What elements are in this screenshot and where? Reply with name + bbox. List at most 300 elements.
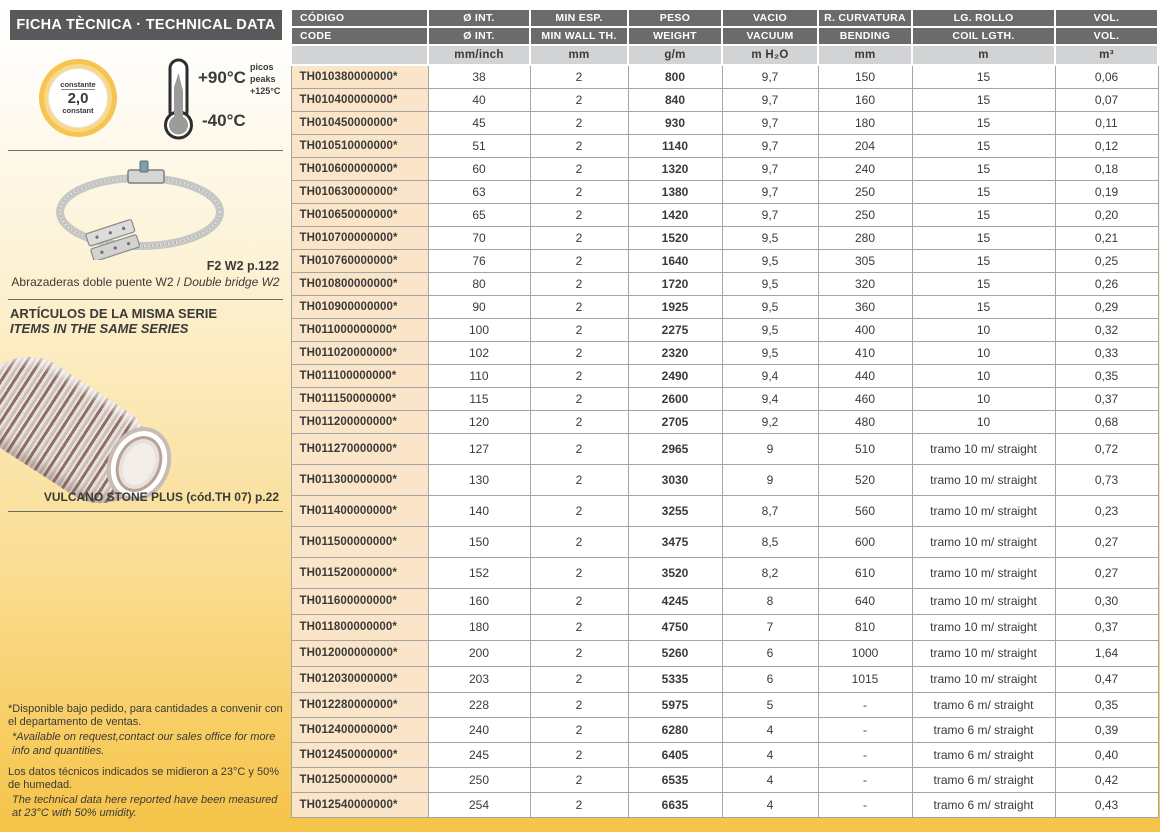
- cell-min-wall: 2: [530, 341, 628, 364]
- cell-min-wall: 2: [530, 692, 628, 717]
- cell-volume: 0,25: [1055, 249, 1158, 272]
- cell-coil-length: 10: [912, 341, 1055, 364]
- cell-weight: 3030: [628, 464, 722, 495]
- cell-code: TH011400000000*: [291, 495, 428, 526]
- cell-vacuum: 4: [722, 742, 818, 767]
- cell-int-diameter: 250: [428, 767, 530, 792]
- cell-coil-length: 10: [912, 318, 1055, 341]
- cell-coil-length: tramo 10 m/ straight: [912, 640, 1055, 666]
- cell-bending: -: [818, 692, 912, 717]
- cell-coil-length: 15: [912, 249, 1055, 272]
- header-row-en: [291, 27, 1158, 45]
- cell-code: TH012450000000*: [291, 742, 428, 767]
- cell-min-wall: 2: [530, 614, 628, 640]
- cell-coil-length: tramo 6 m/ straight: [912, 717, 1055, 742]
- cell-code: TH011000000000*: [291, 318, 428, 341]
- cell-code: TH011800000000*: [291, 614, 428, 640]
- badge-label-es: constante: [60, 79, 96, 89]
- cell-weight: 1640: [628, 249, 722, 272]
- cell-volume: 0,27: [1055, 526, 1158, 557]
- cell-vacuum: 8,5: [722, 526, 818, 557]
- cell-min-wall: 2: [530, 433, 628, 464]
- clamp-caption-en: Double bridge W2: [183, 275, 280, 289]
- cell-int-diameter: 65: [428, 203, 530, 226]
- cell-volume: 0,43: [1055, 792, 1158, 817]
- cell-vacuum: 9,7: [722, 180, 818, 203]
- table-row: [291, 666, 1158, 692]
- cell-code: TH011300000000*: [291, 464, 428, 495]
- cell-volume: 0,35: [1055, 692, 1158, 717]
- cell-vacuum: 9,2: [722, 410, 818, 433]
- cell-bending: -: [818, 767, 912, 792]
- clamp-caption-sep: /: [173, 275, 184, 289]
- col-header-min-esp: MIN ESP.: [530, 9, 628, 27]
- series-heading-es: ARTÍCULOS DE LA MISMA SERIE: [10, 306, 218, 321]
- cell-vacuum: 4: [722, 767, 818, 792]
- table-row: [291, 767, 1158, 792]
- cell-min-wall: 2: [530, 767, 628, 792]
- cell-int-diameter: 245: [428, 742, 530, 767]
- cell-code: TH011100000000*: [291, 364, 428, 387]
- cell-bending: 600: [818, 526, 912, 557]
- cell-int-diameter: 180: [428, 614, 530, 640]
- cell-volume: 0,32: [1055, 318, 1158, 341]
- cell-weight: 1380: [628, 180, 722, 203]
- table-row: [291, 157, 1158, 180]
- cell-weight: 3255: [628, 495, 722, 526]
- table-row: [291, 742, 1158, 767]
- cell-coil-length: tramo 6 m/ straight: [912, 767, 1055, 792]
- temp-peaks-es: picos: [250, 62, 274, 72]
- thermometer-icon: [158, 57, 198, 141]
- cell-volume: 0,72: [1055, 433, 1158, 464]
- cell-min-wall: 2: [530, 410, 628, 433]
- col-header-min-wall: MIN WALL TH.: [530, 27, 628, 45]
- page-title: FICHA TÈCNICA · TECHNICAL DATA: [10, 10, 282, 40]
- table-body: [291, 65, 1158, 817]
- cell-bending: 150: [818, 65, 912, 88]
- cell-code: TH012400000000*: [291, 717, 428, 742]
- table-row: [291, 640, 1158, 666]
- temp-peaks-value: +125°C: [250, 86, 281, 97]
- cell-code: TH010600000000*: [291, 157, 428, 180]
- cell-min-wall: 2: [530, 226, 628, 249]
- col-header-rollo: LG. ROLLO: [912, 9, 1055, 27]
- cell-volume: 0,42: [1055, 767, 1158, 792]
- cell-volume: 0,29: [1055, 295, 1158, 318]
- cell-bending: 280: [818, 226, 912, 249]
- unit-m3: m³: [1055, 45, 1158, 65]
- cell-coil-length: tramo 10 m/ straight: [912, 614, 1055, 640]
- cell-min-wall: 2: [530, 526, 628, 557]
- cell-volume: 0,39: [1055, 717, 1158, 742]
- cell-min-wall: 2: [530, 157, 628, 180]
- col-header-vol: VOL.: [1055, 9, 1158, 27]
- cell-min-wall: 2: [530, 464, 628, 495]
- cell-weight: 5335: [628, 666, 722, 692]
- cell-coil-length: tramo 10 m/ straight: [912, 588, 1055, 614]
- table-row: [291, 226, 1158, 249]
- col-header-weight: WEIGHT: [628, 27, 722, 45]
- cell-volume: 0,40: [1055, 742, 1158, 767]
- cell-volume: 1,64: [1055, 640, 1158, 666]
- cell-int-diameter: 51: [428, 134, 530, 157]
- cell-volume: 0,19: [1055, 180, 1158, 203]
- cell-vacuum: 9,5: [722, 249, 818, 272]
- cell-int-diameter: 200: [428, 640, 530, 666]
- cell-weight: 2490: [628, 364, 722, 387]
- col-header-vacuum: VACUUM: [722, 27, 818, 45]
- cell-coil-length: 15: [912, 134, 1055, 157]
- cell-int-diameter: 40: [428, 88, 530, 111]
- cell-code: TH012280000000*: [291, 692, 428, 717]
- cell-min-wall: 2: [530, 295, 628, 318]
- cell-weight: 6405: [628, 742, 722, 767]
- cell-coil-length: tramo 10 m/ straight: [912, 433, 1055, 464]
- hose-clamp-image: [40, 160, 240, 260]
- cell-bending: -: [818, 717, 912, 742]
- unit-mm: mm: [530, 45, 628, 65]
- cell-weight: 5975: [628, 692, 722, 717]
- cell-weight: 1140: [628, 134, 722, 157]
- cell-volume: 0,26: [1055, 272, 1158, 295]
- cell-bending: 410: [818, 341, 912, 364]
- table-row: [291, 295, 1158, 318]
- table-row: [291, 318, 1158, 341]
- cell-vacuum: 5: [722, 692, 818, 717]
- divider: [8, 511, 283, 512]
- unit-g-m: g/m: [628, 45, 722, 65]
- cell-int-diameter: 240: [428, 717, 530, 742]
- cell-int-diameter: 110: [428, 364, 530, 387]
- cell-bending: 204: [818, 134, 912, 157]
- left-info-panel: [0, 0, 288, 832]
- cell-min-wall: 2: [530, 272, 628, 295]
- footnote-order-en: *Available on request,contact our sales office for more info and quantities.: [12, 731, 276, 757]
- table-row: [291, 495, 1158, 526]
- cell-vacuum: 6: [722, 640, 818, 666]
- cell-weight: 2705: [628, 410, 722, 433]
- cell-weight: 800: [628, 65, 722, 88]
- cell-weight: 6535: [628, 767, 722, 792]
- cell-bending: 320: [818, 272, 912, 295]
- col-header-code: CODE: [291, 27, 428, 45]
- divider: [8, 299, 283, 300]
- cell-min-wall: 2: [530, 557, 628, 588]
- cell-weight: 2275: [628, 318, 722, 341]
- cell-bending: 1000: [818, 640, 912, 666]
- cell-vacuum: 9,4: [722, 364, 818, 387]
- hose-image: [0, 350, 190, 510]
- cell-int-diameter: 70: [428, 226, 530, 249]
- cell-code: TH010450000000*: [291, 111, 428, 134]
- clamp-caption-es: Abrazaderas doble puente W2: [11, 275, 174, 289]
- cell-vacuum: 6: [722, 666, 818, 692]
- cell-code: TH010510000000*: [291, 134, 428, 157]
- footnote-measure-en: The technical data here reported have been measured at 23°C with 50% umidity.: [12, 794, 278, 820]
- cell-volume: 0,30: [1055, 588, 1158, 614]
- cell-weight: 5260: [628, 640, 722, 666]
- cell-int-diameter: 80: [428, 272, 530, 295]
- col-header-bending: BENDING: [818, 27, 912, 45]
- table-row: [291, 433, 1158, 464]
- table-row: [291, 464, 1158, 495]
- temp-peaks: [250, 61, 280, 97]
- cell-coil-length: tramo 10 m/ straight: [912, 495, 1055, 526]
- temp-min: -40°C: [202, 111, 246, 130]
- cell-min-wall: 2: [530, 134, 628, 157]
- cell-vacuum: 9,5: [722, 272, 818, 295]
- cell-volume: 0,35: [1055, 364, 1158, 387]
- cell-coil-length: 15: [912, 88, 1055, 111]
- cell-code: TH011200000000*: [291, 410, 428, 433]
- cell-code: TH010630000000*: [291, 180, 428, 203]
- badge-label-en: constant: [62, 106, 94, 116]
- table-row: [291, 692, 1158, 717]
- cell-code: TH010400000000*: [291, 88, 428, 111]
- cell-bending: 305: [818, 249, 912, 272]
- table-row: [291, 557, 1158, 588]
- cell-int-diameter: 228: [428, 692, 530, 717]
- cell-min-wall: 2: [530, 318, 628, 341]
- cell-int-diameter: 60: [428, 157, 530, 180]
- cell-vacuum: 9: [722, 464, 818, 495]
- temp-max: +90°C: [198, 68, 246, 87]
- cell-weight: 1720: [628, 272, 722, 295]
- cell-min-wall: 2: [530, 792, 628, 817]
- cell-code: TH010700000000*: [291, 226, 428, 249]
- cell-int-diameter: 160: [428, 588, 530, 614]
- cell-code: TH011150000000*: [291, 387, 428, 410]
- cell-bending: 1015: [818, 666, 912, 692]
- cell-weight: 2600: [628, 387, 722, 410]
- cell-volume: 0,12: [1055, 134, 1158, 157]
- cell-code: TH011600000000*: [291, 588, 428, 614]
- table-row: [291, 792, 1158, 817]
- cell-coil-length: 15: [912, 295, 1055, 318]
- cell-vacuum: 9,7: [722, 157, 818, 180]
- cell-bending: 240: [818, 157, 912, 180]
- cell-vacuum: 8,2: [722, 557, 818, 588]
- cell-vacuum: 9,7: [722, 203, 818, 226]
- table-row: [291, 180, 1158, 203]
- cell-weight: 1925: [628, 295, 722, 318]
- cell-weight: 2965: [628, 433, 722, 464]
- table-row: [291, 111, 1158, 134]
- cell-bending: 250: [818, 180, 912, 203]
- col-header-int-diam: Ø INT.: [428, 27, 530, 45]
- cell-min-wall: 2: [530, 742, 628, 767]
- technical-data-table-wrap: [290, 8, 1157, 818]
- cell-vacuum: 9,4: [722, 387, 818, 410]
- cell-coil-length: tramo 6 m/ straight: [912, 692, 1055, 717]
- cell-bending: 160: [818, 88, 912, 111]
- cell-min-wall: 2: [530, 65, 628, 88]
- table-row: [291, 410, 1158, 433]
- cell-coil-length: tramo 6 m/ straight: [912, 792, 1055, 817]
- clamp-caption: [8, 275, 283, 289]
- cell-coil-length: tramo 10 m/ straight: [912, 557, 1055, 588]
- cell-vacuum: 4: [722, 792, 818, 817]
- cell-volume: 0,27: [1055, 557, 1158, 588]
- cell-volume: 0,23: [1055, 495, 1158, 526]
- cell-min-wall: 2: [530, 640, 628, 666]
- cell-int-diameter: 254: [428, 792, 530, 817]
- cell-int-diameter: 100: [428, 318, 530, 341]
- cell-weight: 3475: [628, 526, 722, 557]
- cell-coil-length: 15: [912, 226, 1055, 249]
- table-row: [291, 588, 1158, 614]
- footnotes: [8, 703, 284, 823]
- cell-code: TH011500000000*: [291, 526, 428, 557]
- table-row: [291, 614, 1158, 640]
- cell-coil-length: 15: [912, 111, 1055, 134]
- cell-volume: 0,21: [1055, 226, 1158, 249]
- cell-bending: 810: [818, 614, 912, 640]
- table-row: [291, 88, 1158, 111]
- cell-code: TH010900000000*: [291, 295, 428, 318]
- cell-int-diameter: 140: [428, 495, 530, 526]
- cell-weight: 840: [628, 88, 722, 111]
- cell-int-diameter: 38: [428, 65, 530, 88]
- cell-coil-length: 10: [912, 387, 1055, 410]
- cell-min-wall: 2: [530, 111, 628, 134]
- cell-code: TH010760000000*: [291, 249, 428, 272]
- cell-bending: 520: [818, 464, 912, 495]
- unit-mm-bending: mm: [818, 45, 912, 65]
- cell-min-wall: 2: [530, 88, 628, 111]
- cell-bending: 640: [818, 588, 912, 614]
- cell-weight: 1520: [628, 226, 722, 249]
- table-row: [291, 249, 1158, 272]
- cell-vacuum: 8: [722, 588, 818, 614]
- unit-blank: [291, 45, 428, 65]
- cell-coil-length: 15: [912, 203, 1055, 226]
- cell-vacuum: 9: [722, 433, 818, 464]
- cell-bending: 250: [818, 203, 912, 226]
- col-header-vacio: VACIO: [722, 9, 818, 27]
- cell-code: TH011020000000*: [291, 341, 428, 364]
- cell-volume: 0,37: [1055, 387, 1158, 410]
- cell-vacuum: 7: [722, 614, 818, 640]
- cell-int-diameter: 90: [428, 295, 530, 318]
- unit-mm-inch: mm/inch: [428, 45, 530, 65]
- cell-int-diameter: 150: [428, 526, 530, 557]
- cell-bending: -: [818, 742, 912, 767]
- cell-int-diameter: 76: [428, 249, 530, 272]
- cell-volume: 0,07: [1055, 88, 1158, 111]
- col-header-codigo: CÓDIGO: [291, 9, 428, 27]
- cell-volume: 0,68: [1055, 410, 1158, 433]
- temp-peaks-en: peaks: [250, 74, 276, 85]
- table-row: [291, 717, 1158, 742]
- cell-weight: 1420: [628, 203, 722, 226]
- cell-vacuum: 9,5: [722, 318, 818, 341]
- cell-min-wall: 2: [530, 495, 628, 526]
- series-product-link: VULCANO STONE PLUS (cód.TH 07) p.22: [43, 490, 279, 504]
- cell-code: TH011270000000*: [291, 433, 428, 464]
- cell-bending: 610: [818, 557, 912, 588]
- cell-bending: 480: [818, 410, 912, 433]
- temperature-range: [158, 55, 288, 145]
- cell-vacuum: 9,5: [722, 341, 818, 364]
- cell-int-diameter: 130: [428, 464, 530, 495]
- col-header-coil-length: COIL LGTH.: [912, 27, 1055, 45]
- table-row: [291, 341, 1158, 364]
- cell-bending: 400: [818, 318, 912, 341]
- cell-bending: 510: [818, 433, 912, 464]
- cell-code: TH010650000000*: [291, 203, 428, 226]
- col-header-diam-int: Ø INT.: [428, 9, 530, 27]
- clamp-reference: F2 W2 p.122: [206, 259, 279, 273]
- table-row: [291, 364, 1158, 387]
- cell-bending: 440: [818, 364, 912, 387]
- cell-volume: 0,33: [1055, 341, 1158, 364]
- cell-vacuum: 9,5: [722, 226, 818, 249]
- cell-coil-length: tramo 10 m/ straight: [912, 666, 1055, 692]
- cell-coil-length: 10: [912, 410, 1055, 433]
- cell-volume: 0,06: [1055, 65, 1158, 88]
- col-header-curvatura: R. CURVATURA: [818, 9, 912, 27]
- cell-code: TH010800000000*: [291, 272, 428, 295]
- table-row: [291, 203, 1158, 226]
- cell-vacuum: 9,7: [722, 134, 818, 157]
- col-header-peso: PESO: [628, 9, 722, 27]
- cell-volume: 0,18: [1055, 157, 1158, 180]
- cell-coil-length: 15: [912, 272, 1055, 295]
- cell-weight: 1320: [628, 157, 722, 180]
- cell-min-wall: 2: [530, 364, 628, 387]
- cell-coil-length: tramo 6 m/ straight: [912, 742, 1055, 767]
- unit-m-h2o: m H₂O: [722, 45, 818, 65]
- cell-vacuum: 8,7: [722, 495, 818, 526]
- footnote-order-es: *Disponible bajo pedido, para cantidades a convenir con el departamento de ventas.: [8, 703, 283, 729]
- series-heading-en: ITEMS IN THE SAME SERIES: [10, 321, 189, 336]
- cell-code: TH012500000000*: [291, 767, 428, 792]
- cell-volume: 0,47: [1055, 666, 1158, 692]
- cell-min-wall: 2: [530, 180, 628, 203]
- cell-int-diameter: 120: [428, 410, 530, 433]
- cell-int-diameter: 203: [428, 666, 530, 692]
- unit-m: m: [912, 45, 1055, 65]
- cell-weight: 2320: [628, 341, 722, 364]
- cell-code: TH012000000000*: [291, 640, 428, 666]
- cell-bending: 360: [818, 295, 912, 318]
- cell-weight: 3520: [628, 557, 722, 588]
- cell-volume: 0,37: [1055, 614, 1158, 640]
- cell-bending: 560: [818, 495, 912, 526]
- cell-coil-length: tramo 10 m/ straight: [912, 526, 1055, 557]
- cell-weight: 4750: [628, 614, 722, 640]
- cell-coil-length: 15: [912, 65, 1055, 88]
- footnote-measure-es: Los datos técnicos indicados se midieron a 23°C y 50% de humedad.: [8, 765, 279, 791]
- cell-vacuum: 9,7: [722, 88, 818, 111]
- cell-min-wall: 2: [530, 249, 628, 272]
- table-row: [291, 272, 1158, 295]
- cell-min-wall: 2: [530, 588, 628, 614]
- cell-min-wall: 2: [530, 717, 628, 742]
- cell-min-wall: 2: [530, 666, 628, 692]
- cell-vacuum: 9,7: [722, 111, 818, 134]
- cell-weight: 930: [628, 111, 722, 134]
- cell-min-wall: 2: [530, 203, 628, 226]
- cell-int-diameter: 152: [428, 557, 530, 588]
- cell-code: TH012540000000*: [291, 792, 428, 817]
- cell-bending: -: [818, 792, 912, 817]
- cell-coil-length: 10: [912, 364, 1055, 387]
- cell-code: TH012030000000*: [291, 666, 428, 692]
- badge-value: 2,0: [61, 89, 96, 107]
